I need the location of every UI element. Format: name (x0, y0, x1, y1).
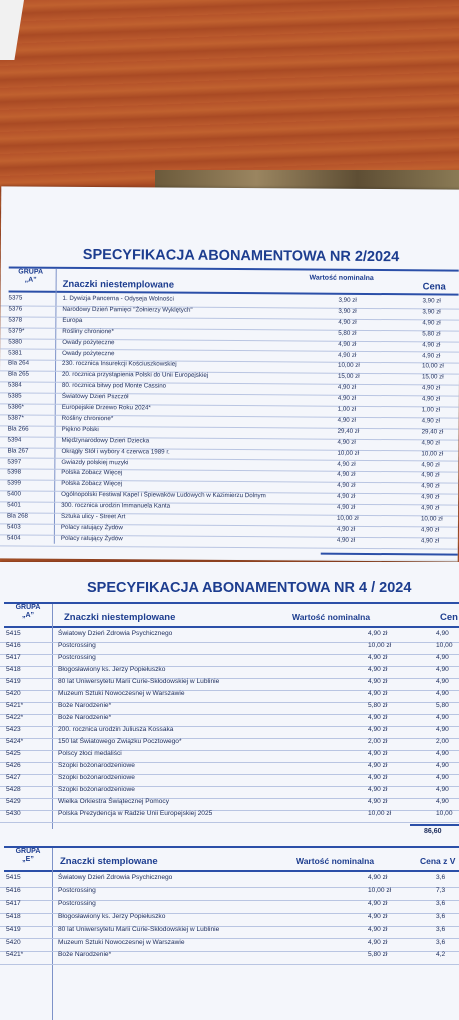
stamp-name: 300. rocznica urodzin Immanuela Kanta (61, 501, 171, 510)
price-value: 4,90 (436, 690, 449, 697)
nominal-value: 4,90 zł (368, 678, 388, 685)
price-value: 4,90 (436, 726, 449, 733)
stamp-number: 5419 (6, 925, 21, 933)
stamp-number: Bla 268 (6, 512, 29, 520)
stamp-number: 5415 (6, 874, 21, 881)
nominal-value: 4,90 zł (368, 925, 388, 933)
price-value: 4,90 zł (422, 340, 441, 349)
price-value: 4,90 zł (421, 384, 441, 392)
group-e-col-stamps: Znaczki stemplowane (60, 856, 158, 867)
col-header-stamps: Znaczki niestemplowane (62, 278, 175, 291)
price-value: 3,6 (436, 899, 446, 907)
nominal-value: 4,90 zł (368, 630, 388, 637)
table-row (0, 951, 459, 965)
price-value: 4,90 zł (420, 526, 440, 534)
nominal-value: 4,90 zł (368, 774, 388, 781)
stamp-name: Postcrossing (58, 899, 96, 907)
stamp-name: Błogosławiony ks. Jerzy Popiełuszko (58, 912, 166, 920)
nominal-value: 4,90 zł (368, 750, 388, 757)
stamp-name: 1. Dywizja Pancerna - Odyseja Wolności (62, 294, 174, 303)
stamp-name: Europejskie Drzewo Roku 2024* (61, 403, 151, 412)
header-rule (9, 266, 459, 271)
total-value: 86,60 (424, 828, 442, 835)
price-value: 10,00 zł (420, 515, 443, 523)
stamp-number: Bla 267 (7, 447, 29, 455)
stamp-name: Rośliny chronione* (61, 414, 114, 423)
nominal-value: 10,00 zł (368, 810, 392, 817)
nominal-value: 10,00 zł (336, 514, 359, 522)
stamp-number: 5417 (6, 899, 21, 907)
total-rule (410, 824, 459, 826)
stamp-name: Polska Zobacz Więcej (61, 480, 123, 488)
stamp-number: 5403 (6, 523, 21, 531)
table-row (0, 874, 459, 888)
nominal-value: 5,80 zł (368, 951, 388, 959)
table-row (0, 939, 459, 953)
stamp-name: Międzynarodowy Dzień Dziecka (61, 436, 150, 445)
nominal-value: 4,90 zł (337, 492, 356, 501)
stamp-number: 5423 (6, 726, 21, 733)
stamp-name: Szopki bożonarodzeniowe (58, 786, 135, 793)
price-value: 4,90 zł (420, 537, 440, 545)
nominal-value: 15,00 zł (337, 373, 360, 381)
nominal-value: 4,90 zł (368, 938, 388, 946)
col-header-nominal: Wartość nominalna (309, 274, 374, 283)
stamp-name: Okrągły Stół i wybory 4 czerwca 1989 r. (61, 447, 170, 456)
stamp-name: Sztuka ulicy - Street Art (60, 512, 126, 521)
nominal-value: 4,90 zł (368, 714, 388, 721)
stamp-number: 5386* (7, 403, 24, 411)
nominal-value: 10,00 zł (337, 449, 360, 457)
stamp-name: Ogólnopolski Festiwal Kapel i Śpiewaków Ludowych w Kazimierzu Dolnym (61, 491, 266, 500)
group-e-col-price: Cena z V (420, 856, 456, 866)
nominal-value: 5,80 zł (338, 329, 357, 337)
sheet-title: SPECYFIKACJA ABONAMENTOWA NR 4 / 2024 (87, 580, 412, 596)
price-value: 15,00 zł (421, 373, 444, 381)
stamp-name: Światowy Dzień Pszczół (61, 392, 129, 401)
stamp-number: 5378 (8, 316, 23, 324)
stamp-name: Szopki bożonarodzeniowe (58, 774, 135, 781)
stamp-name: Światowy Dzień Zdrowia Psychicznego (58, 630, 173, 637)
stamp-number: 5427 (6, 774, 21, 781)
stamp-name: Europa (62, 316, 83, 324)
stamp-number: 5379* (8, 327, 25, 335)
nominal-value: 3,90 zł (338, 307, 357, 315)
stamp-name: Rośliny chronione* (62, 327, 114, 335)
price-value: 4,90 zł (422, 351, 441, 359)
price-value: 4,90 zł (421, 417, 440, 425)
stamp-name: Narodowy Dzień Pamięci "Żołnierzy Wyklętych" (62, 305, 193, 314)
price-value: 4,90 (436, 654, 449, 661)
stamp-number: 5400 (7, 490, 21, 498)
table-row (0, 810, 459, 823)
nominal-value: 4,90 zł (337, 416, 356, 424)
nominal-value: 4,90 zł (368, 798, 388, 805)
price-value: 3,6 (436, 874, 446, 881)
stamp-number: 5417 (6, 654, 21, 661)
stamp-name: Gwiazdy polskiej muzyki (61, 458, 129, 466)
stamp-number: 5385 (7, 392, 22, 400)
stamp-name: 200. rocznica urodzin Juliusza Kossaka (58, 726, 174, 733)
stamp-number: 5415 (6, 630, 21, 637)
price-value: 10,00 zł (422, 362, 444, 370)
stamp-name: Owady pożyteczne (62, 349, 115, 357)
stamp-number: 5376 (8, 305, 23, 313)
nominal-value: 4,90 zł (337, 383, 357, 392)
header-rule-bottom (4, 626, 459, 628)
price-value: 4,90 zł (422, 319, 441, 327)
stamp-number: 5426 (6, 762, 21, 769)
stamp-number: 5421* (6, 702, 24, 709)
nominal-value: 4,90 zł (368, 690, 388, 697)
stamp-name: Postcrossing (58, 654, 96, 661)
table-row (0, 534, 458, 549)
stamp-name: Błogosławiony ks. Jerzy Popiełuszko (58, 666, 166, 673)
price-value: 4,90 zł (421, 482, 440, 490)
specification-sheet-4 (0, 562, 459, 1020)
price-value: 5,80 (436, 702, 449, 709)
stamp-number: 5394 (7, 436, 22, 444)
stamp-number: 5429 (6, 798, 21, 805)
stamp-number: Bla 265 (7, 370, 30, 378)
stamp-name: Boże Narodzenie* (58, 951, 112, 959)
nominal-value: 4,90 zł (368, 899, 388, 907)
stamp-number: 5420 (6, 690, 21, 697)
nominal-value: 4,90 zł (368, 912, 388, 920)
table-row (0, 887, 459, 901)
price-value: 2,00 (436, 738, 449, 745)
col-header-nominal: Wartość nominalna (292, 612, 371, 622)
stamp-number: 5404 (6, 534, 21, 542)
stamp-name: Boże Narodzenie* (58, 714, 112, 721)
price-value: 1,00 zł (421, 406, 441, 414)
nominal-value: 4,90 zł (337, 394, 357, 402)
nominal-value: 4,90 zł (338, 351, 357, 359)
price-value: 4,90 zł (421, 493, 440, 501)
price-value: 10,00 (436, 810, 453, 817)
price-value: 7,3 (436, 886, 446, 894)
price-value: 5,80 zł (422, 330, 441, 338)
stamp-name: Muzeum Sztuki Nowoczesnej w Warszawie (58, 690, 185, 697)
price-value: 4,90 (436, 714, 449, 721)
stamp-name: 80. rocznica bitwy pod Monte Cassino (61, 382, 167, 390)
nominal-value: 4,90 zł (337, 460, 356, 468)
stamp-number: 5424* (6, 738, 24, 745)
col-header-stamps: Znaczki niestemplowane (64, 612, 176, 623)
stamp-number: Bla 264 (8, 359, 30, 367)
stamp-number: 5381 (8, 348, 22, 357)
col-header-price: Cena (422, 281, 446, 293)
price-value: 29,40 zł (421, 428, 444, 436)
price-value: 4,2 (436, 951, 446, 959)
stamp-name: Polska Zobacz Więcej (61, 469, 123, 477)
nominal-value: 4,90 zł (337, 438, 356, 446)
group-e-col-nominal: Wartość nominalna (296, 856, 375, 866)
stamp-number: 5418 (6, 912, 21, 920)
nominal-value: 10,00 zł (338, 362, 360, 370)
stamp-number: 5416 (6, 886, 21, 894)
nominal-value: 2,00 zł (368, 738, 388, 745)
price-value: 4,90 (436, 678, 449, 685)
stamp-name: Postcrossing (58, 886, 96, 894)
stamp-number: 5384 (7, 381, 22, 389)
nominal-value: 4,90 zł (337, 471, 356, 479)
stamp-name: Piękno Polski (61, 425, 99, 433)
nominal-value: 4,90 zł (368, 874, 388, 881)
stamp-name: Wielka Orkiestra Świątecznej Pomocy (58, 798, 170, 805)
sheet-title: SPECYFIKACJA ABONAMENTOWA NR 2/2024 (82, 246, 400, 266)
price-value: 3,90 zł (422, 297, 441, 305)
stamp-number: 5398 (7, 468, 22, 476)
nominal-value: 4,90 zł (368, 654, 388, 661)
stamp-name: Polacy ratujący Żydów (60, 534, 123, 543)
nominal-value: 4,90 zł (338, 318, 357, 326)
price-value: 4,90 (436, 774, 449, 781)
price-value: 3,6 (436, 925, 446, 933)
nominal-value: 29,40 zł (337, 427, 360, 435)
header-rule (4, 602, 459, 604)
price-value: 10,00 (436, 642, 453, 649)
group-label: GRUPA „A” (15, 604, 41, 619)
stamp-number: 5430 (6, 810, 21, 817)
nominal-value: 5,80 zł (368, 702, 388, 709)
nominal-value: 4,90 zł (336, 536, 356, 544)
price-value: 4,90 zł (421, 395, 441, 403)
stamp-number: 5375 (8, 294, 23, 302)
stamp-name: Owady pożyteczne (62, 338, 115, 346)
table-row (0, 913, 459, 927)
nominal-value: 3,90 zł (338, 296, 357, 304)
nominal-value: 1,00 zł (337, 405, 357, 413)
nominal-value: 4,90 zł (368, 666, 388, 673)
nominal-value: 4,90 zł (337, 482, 356, 490)
stamp-name: 80 lat Uniwersytetu Marii Curie-Skłodowskiej w Lublinie (58, 678, 220, 685)
price-value: 4,90 (436, 786, 449, 793)
specification-sheet-2 (0, 186, 459, 561)
price-value: 4,90 (436, 798, 449, 805)
stamp-name: 230. rocznica Insurekcji Kościuszkowskiej (62, 360, 177, 369)
price-value: 4,90 zł (421, 460, 440, 468)
price-value: 10,00 zł (421, 449, 444, 458)
stamp-name: Szopki bożonarodzeniowe (58, 762, 135, 769)
stamp-number: 5428 (6, 786, 21, 793)
stamp-number: 5380 (8, 338, 23, 346)
stamp-name: Postcrossing (58, 642, 96, 649)
stamp-name: Muzeum Sztuki Nowoczesnej w Warszawie (58, 938, 185, 946)
nominal-value: 10,00 zł (368, 642, 392, 649)
nominal-value: 4,90 zł (368, 786, 388, 793)
stamp-name: 150 lat Światowego Związku Pocztowego* (58, 738, 182, 745)
nominal-value: 4,90 zł (368, 726, 388, 733)
stamp-number: 5401 (7, 501, 21, 509)
group-e-rule (4, 846, 459, 848)
table-row (0, 926, 459, 940)
stamp-name: Polska Prezydencja w Radzie Unii Europejskiej 2025 (58, 810, 213, 817)
price-value: 3,90 zł (422, 308, 441, 316)
price-value: 4,90 (436, 630, 449, 637)
price-value: 4,90 (436, 762, 449, 769)
group-e-label: GRUPA „E” (15, 848, 41, 863)
nominal-value: 4,90 zł (337, 503, 356, 511)
stamp-number: Bla 266 (7, 425, 29, 433)
total-rule (321, 553, 458, 555)
stamp-name: Polacy ratujący Żydów (60, 523, 123, 532)
price-value: 3,6 (436, 912, 446, 920)
stamp-number: 5418 (6, 666, 21, 673)
price-value: 3,6 (436, 938, 446, 946)
stamp-name: 80 lat Uniwersytetu Marii Curie-Skłodowskiej w Lublinie (58, 925, 220, 933)
stamp-number: 5397 (7, 457, 22, 466)
nominal-value: 4,90 zł (368, 762, 388, 769)
stamp-number: 5421* (6, 951, 24, 959)
stamp-number: 5419 (6, 678, 21, 685)
stamp-number: 5387* (7, 414, 24, 422)
stamp-number: 5420 (6, 938, 21, 946)
stamp-name: Boże Narodzenie* (58, 702, 112, 709)
stamp-name: Światowy Dzień Zdrowia Psychicznego (58, 874, 173, 881)
nominal-value: 4,90 zł (336, 525, 356, 533)
stamp-number: 5416 (6, 642, 21, 649)
price-value: 4,90 zł (421, 504, 440, 512)
stamp-number: 5425 (6, 750, 21, 757)
stamp-name: Polscy złoci medaliści (58, 750, 122, 757)
price-value: 4,90 zł (421, 439, 440, 447)
nominal-value: 4,90 zł (338, 340, 357, 348)
table-row (0, 900, 459, 914)
stamp-number: 5422* (6, 714, 24, 721)
price-value: 4,90 (436, 750, 449, 757)
stamp-name: 20. rocznica przystąpienia Polski do Unii Europejskiej (61, 371, 209, 380)
group-e-header-rule (4, 870, 459, 872)
nominal-value: 10,00 zł (368, 886, 392, 894)
group-label: GRUPA „A” (18, 268, 44, 284)
col-header-price: Cen (440, 612, 458, 623)
price-value: 4,90 (436, 666, 449, 673)
price-value: 4,90 zł (421, 471, 440, 479)
stamp-number: 5399 (7, 479, 22, 487)
